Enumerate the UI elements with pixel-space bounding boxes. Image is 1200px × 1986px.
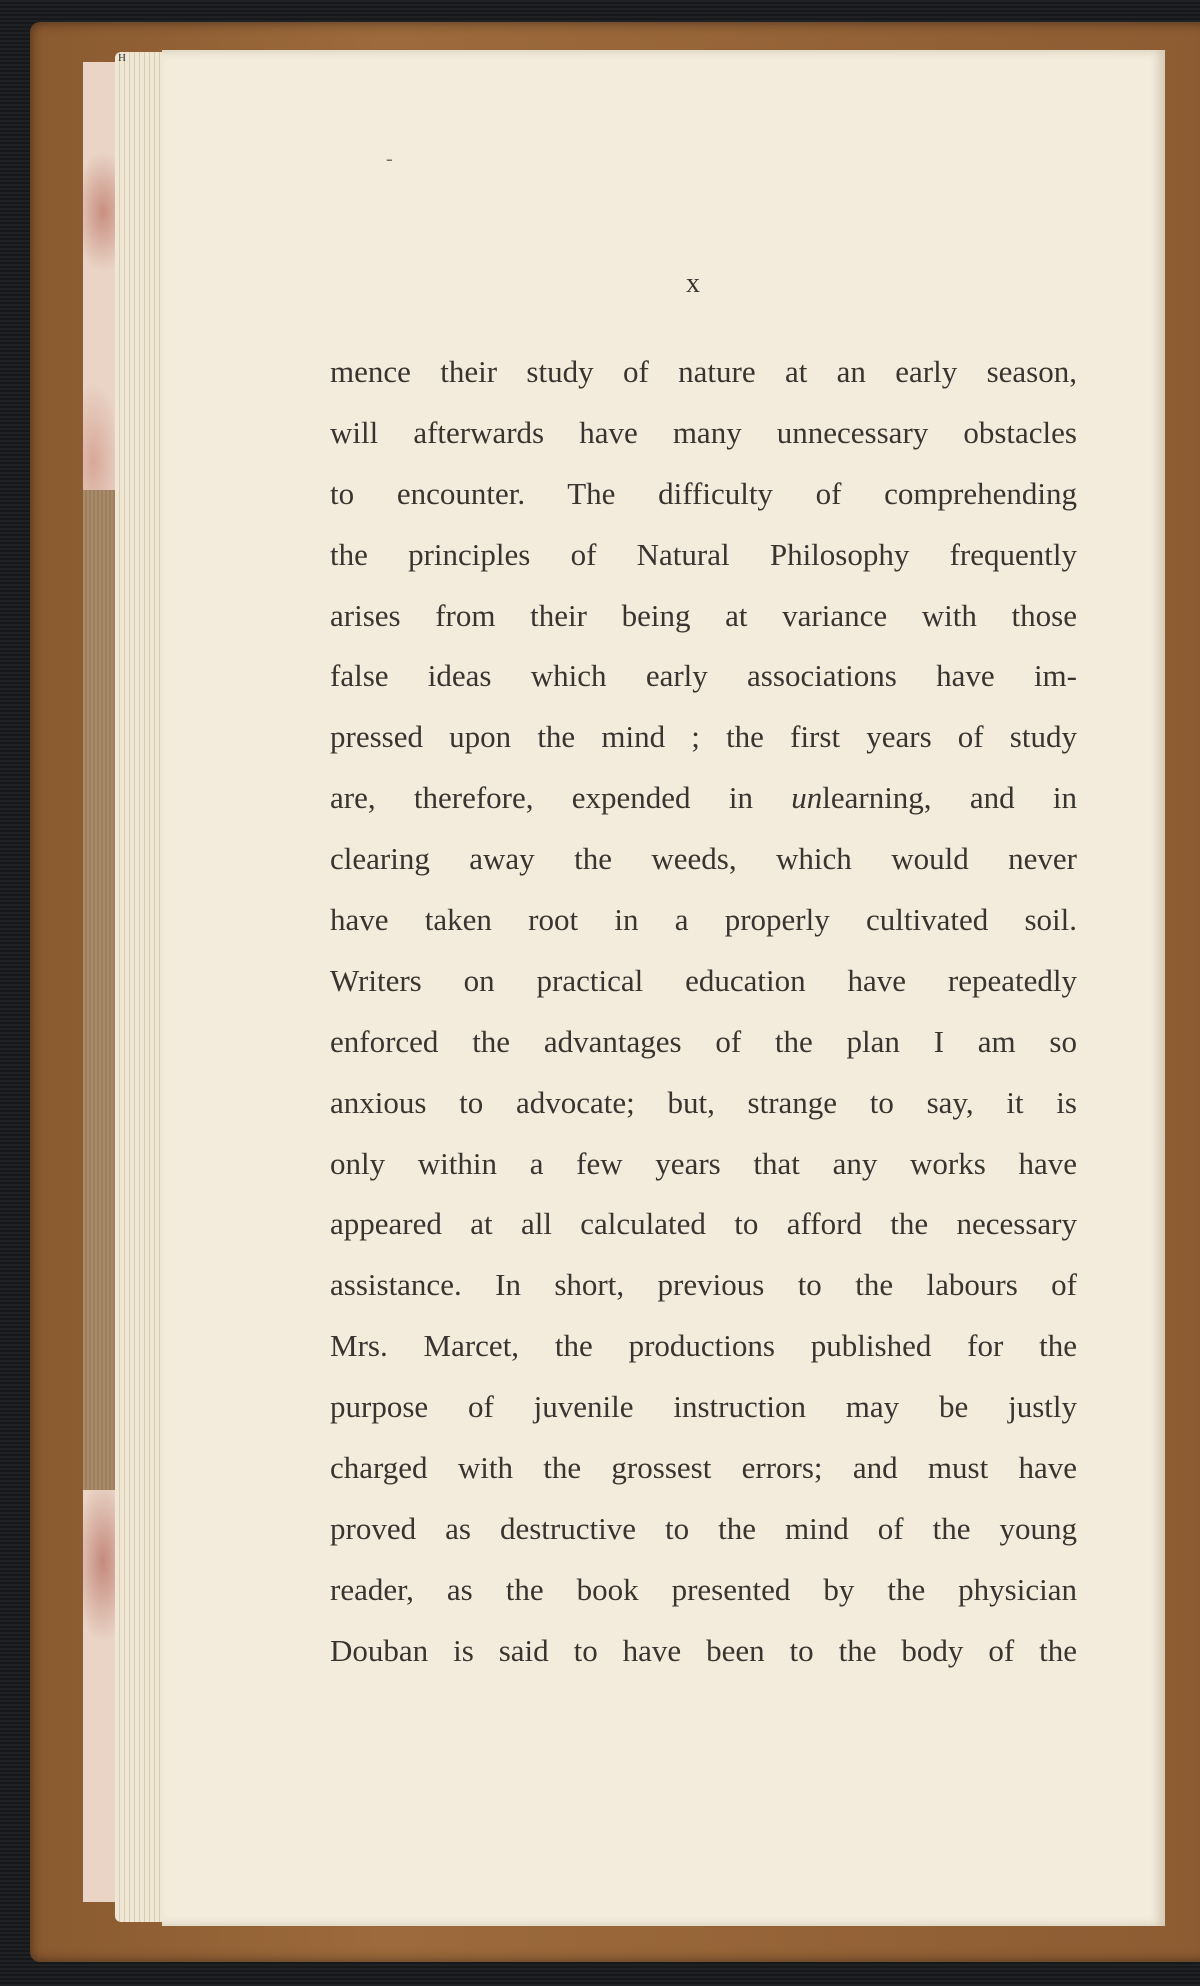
spine-cloth-strip bbox=[83, 490, 117, 1490]
text-line: mence their study of nature at an early season, bbox=[330, 354, 1077, 389]
text-line: Douban is said to have been to the body of the bbox=[330, 1632, 1077, 1668]
text-line: to encounter. The difficulty of comprehending bbox=[330, 475, 1077, 511]
text-line: clearing away the weeds, which would never bbox=[330, 841, 1077, 877]
text-line: false ideas which early associations have im- bbox=[330, 658, 1077, 694]
text-line: appeared at all calculated to afford the necessary bbox=[330, 1206, 1077, 1242]
running-head-fragment: H bbox=[118, 52, 126, 64]
text-line: anxious to advocate; but, strange to say, it is bbox=[330, 1084, 1077, 1120]
text-segment: learning, and in bbox=[822, 780, 1077, 816]
body-text bbox=[330, 342, 1077, 1682]
text-line bbox=[330, 768, 1077, 829]
text-line: the principles of Natural Philosophy frequently bbox=[330, 536, 1077, 572]
text-line: arises from their being at variance with those bbox=[330, 597, 1077, 633]
page-number: x bbox=[686, 268, 700, 299]
text-line: assistance. In short, previous to the labours of bbox=[330, 1267, 1077, 1303]
text-line: enforced the advantages of the plan I am so bbox=[330, 1023, 1077, 1059]
text-line: proved as destructive to the mind of the young bbox=[330, 1510, 1077, 1546]
text-line: reader, as the book presented by the physician bbox=[330, 1571, 1077, 1607]
page-edges bbox=[115, 52, 165, 1922]
text-line: have taken root in a properly cultivated soil. bbox=[330, 902, 1077, 938]
text-line: Writers on practical education have repeatedly bbox=[330, 962, 1077, 998]
text-line: Mrs. Marcet, the productions published for the bbox=[330, 1328, 1077, 1364]
text-line: only within a few years that any works have bbox=[330, 1145, 1077, 1181]
text-line: pressed upon the mind ; the first years of study bbox=[330, 719, 1077, 755]
italic-prefix: un bbox=[791, 780, 823, 816]
text-segment: are, therefore, expended in bbox=[330, 780, 792, 816]
text-line: purpose of juvenile instruction may be justly bbox=[330, 1389, 1077, 1425]
text-line: charged with the grossest errors; and must have bbox=[330, 1450, 1077, 1486]
ink-speck: - bbox=[386, 148, 393, 170]
text-line: will afterwards have many unnecessary obstacles bbox=[330, 414, 1077, 450]
